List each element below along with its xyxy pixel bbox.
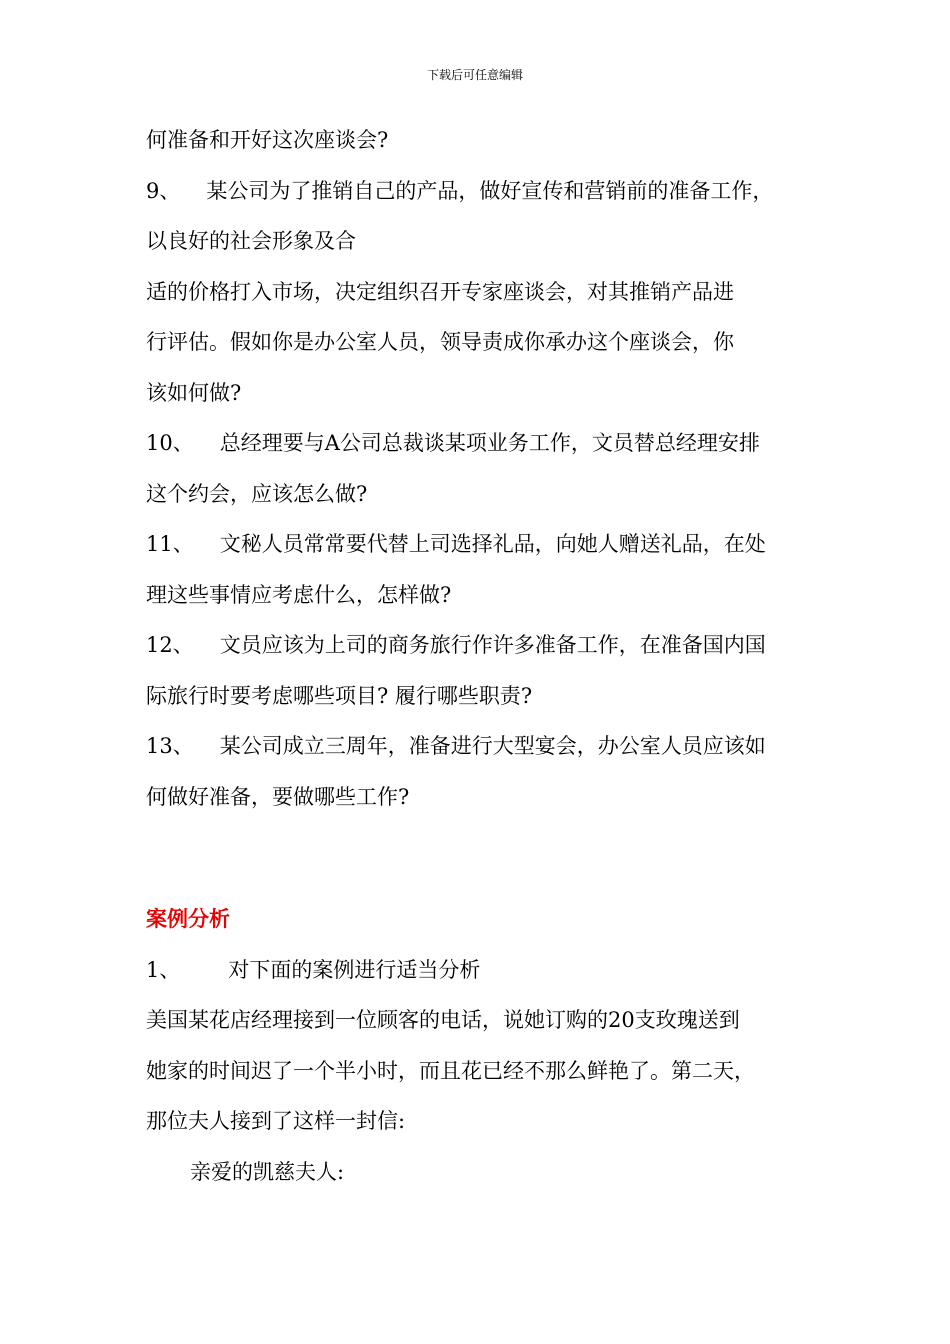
question-13 [146,721,826,822]
question-12 [146,620,826,721]
question-line: 以良好的社会形象及合 [146,229,356,253]
question-line [146,166,826,217]
question-text: 文秘人员常常要代替上司选择礼品，向她人赠送礼品，在处 [219,532,766,556]
question-number: 13、 [146,734,194,758]
document-body [146,115,826,1197]
question-line [146,418,826,469]
case-item-text: 对下面的案例进行适当分析 [228,957,481,982]
question-line [146,519,826,570]
question-9 [146,166,826,419]
question-number: 10、 [146,431,194,455]
letter-salutation: 亲爱的凯慈夫人: [190,1159,345,1184]
question-number: 12、 [146,633,194,657]
question-line: 行评估。假如你是办公室人员，领导责成你承办这个座谈会，你 [146,330,734,354]
case-paragraph [146,995,826,1147]
question-line: 适的价格打入市场，决定组织召开专家座谈会，对其推销产品进 [146,279,734,304]
question-line [146,620,826,671]
question-line [146,721,826,772]
question-11 [146,519,826,620]
question-line: 这个约会，应该怎么做? [146,481,368,506]
paragraph-line: 那位夫人接到了这样一封信: [146,1109,406,1133]
section-heading-case-analysis: 案例分析 [146,906,230,931]
question-line: 理这些事情应考虑什么，怎样做? [146,582,452,607]
question-text: 某公司为了推销自己的产品，做好宣传和营销前的准备工作， [206,178,774,203]
question-text: 某公司成立三周年，准备进行大型宴会，办公室人员应该如 [219,734,766,758]
question-number: 9、 [146,178,181,203]
question-continuation: 何准备和开好这次座谈会? [146,128,389,152]
paragraph-line: 美国某花店经理接到一位顾客的电话，说她订购的20支玫瑰送到 [146,1008,740,1032]
question-text: 文员应该为上司的商务旅行作许多准备工作，在准备国内国 [219,633,766,657]
question-text: 总经理要与A公司总裁谈某项业务工作，文员替总经理安排 [219,431,760,455]
case-item-number: 1、 [146,957,181,982]
question-line: 际旅行时要考虑哪些项目? 履行哪些职责? [146,683,533,708]
paragraph-line: 她家的时间迟了一个半小时，而且花已经不那么鲜艳了。第二天， [146,1058,755,1083]
page-header: 下载后可任意编辑 [426,68,523,82]
question-line: 该如何做? [146,380,242,405]
question-10 [146,418,826,519]
question-number: 11、 [146,532,194,556]
question-line: 何做好准备，要做哪些工作? [146,784,410,809]
case-item-title [146,945,826,996]
